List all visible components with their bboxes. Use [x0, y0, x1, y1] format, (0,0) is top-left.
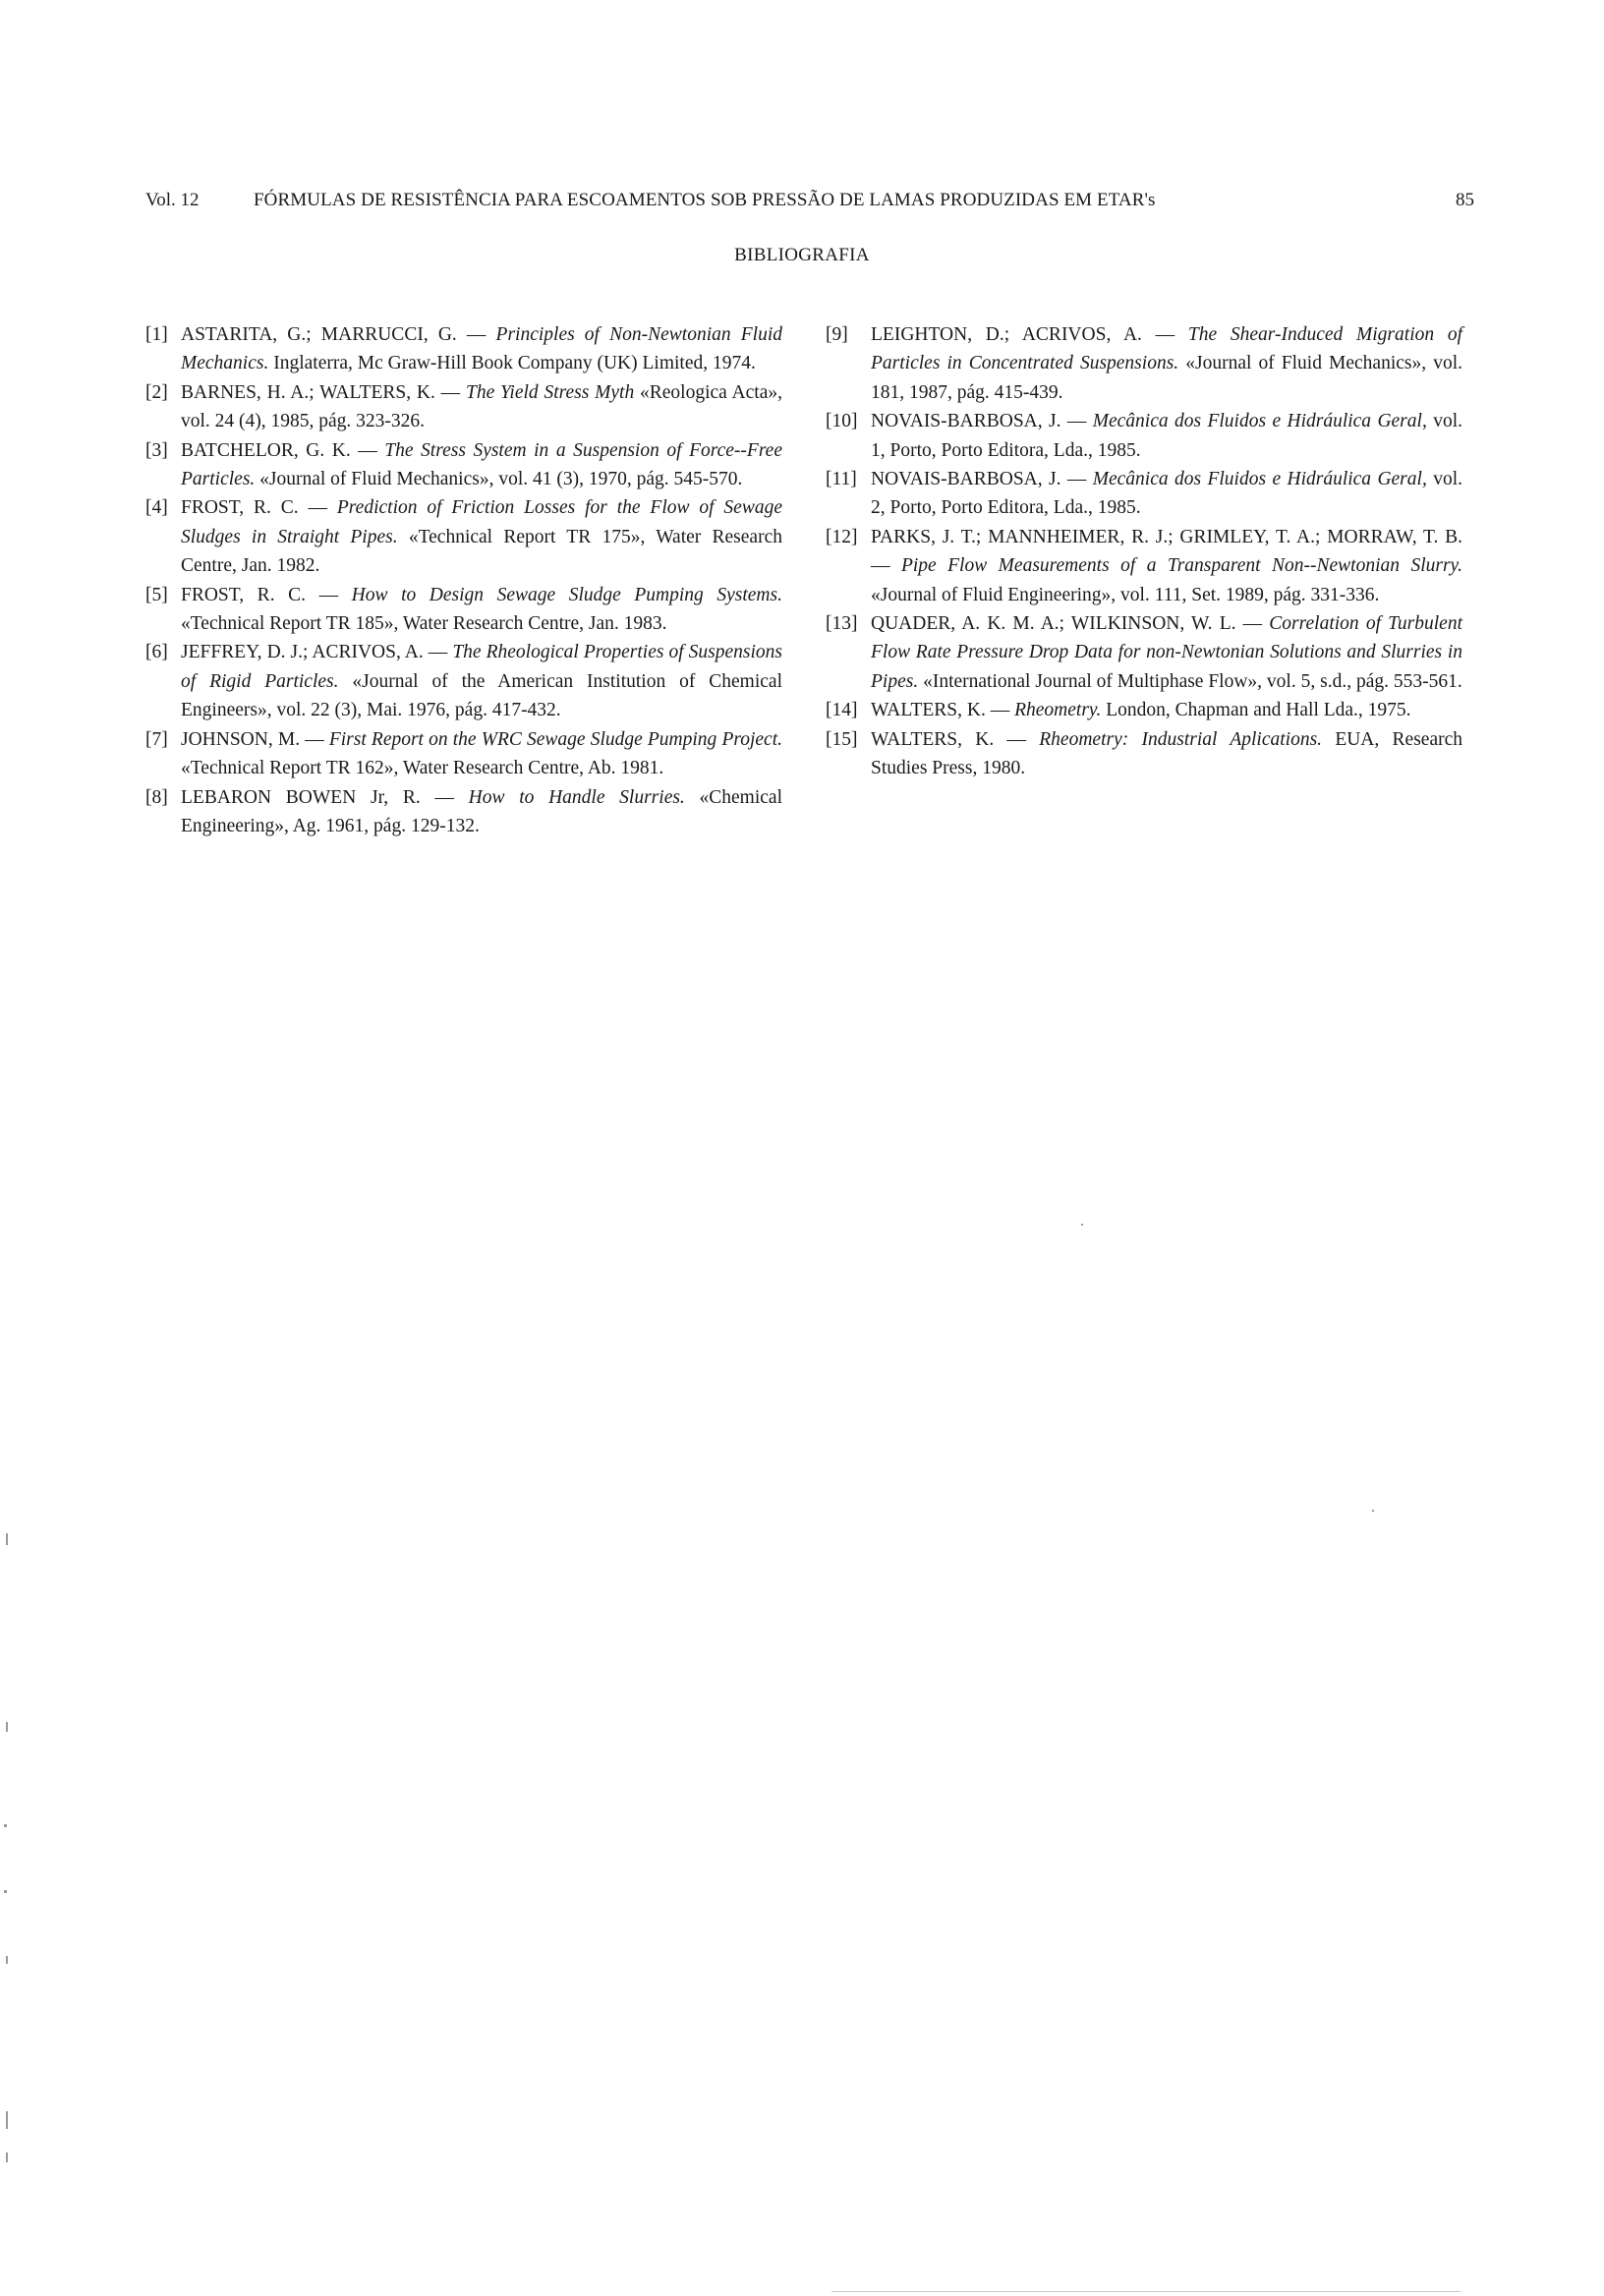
reference-authors: FROST, R. C. — — [181, 584, 352, 605]
scan-artifact — [6, 2111, 8, 2129]
reference-number: [13] — [826, 613, 858, 635]
reference-title: First Report on the WRC Sewage Sludge Pumping Project. — [328, 728, 782, 750]
reference-item — [826, 725, 1462, 783]
reference-details: EUA, Research Studies Press, 1980. — [871, 728, 1462, 779]
reference-item — [145, 581, 782, 639]
bibliography-column-left — [145, 320, 782, 840]
reference-number: [12] — [826, 526, 858, 547]
reference-authors: ASTARITA, G.; MARRUCCI, G. — — [181, 324, 496, 345]
reference-title: The Yield Stress Myth — [465, 381, 635, 403]
reference-number: [5] — [145, 584, 168, 605]
reference-details: «Technical Report TR 162», Water Research Centre, Ab. 1981. — [181, 758, 664, 779]
reference-title: Principles of Non-Newtonian Fluid Mechanics. — [181, 324, 782, 374]
reference-number: [7] — [145, 728, 168, 750]
reference-details: «International Journal of Multiphase Flow», vol. 5, s.d., pág. 553-561. — [918, 670, 1462, 692]
reference-details: «Reologica Acta», vol. 24 (4), 1985, pág. 323-326. — [181, 381, 782, 432]
reference-title: The Shear-Induced Migration of Particles in Concentrated Suspensions. — [871, 324, 1463, 374]
scan-artifact — [6, 1956, 8, 1964]
reference-title: Mecânica dos Fluidos e Hidráulica Geral, — [1092, 411, 1427, 432]
scan-artifact — [6, 1722, 8, 1732]
reference-details: vol. 1, Porto, Porto Editora, Lda., 1985. — [871, 411, 1463, 461]
reference-authors: LEBARON BOWEN Jr, R. — — [181, 786, 469, 808]
reference-item — [145, 783, 782, 841]
reference-authors: FROST, R. C. — — [181, 497, 337, 519]
bibliography-column-right — [826, 320, 1462, 783]
scan-artifact — [831, 2291, 1461, 2292]
reference-title: The Stress System in a Suspension of Force--Free Particles. — [181, 439, 782, 490]
scan-artifact — [1372, 1510, 1374, 1512]
reference-title: Correlation of Turbulent Flow Rate Pressure Drop Data for non-Newtonian Solutions and Slurries in Pipes. — [871, 613, 1462, 692]
reference-item — [826, 320, 1462, 407]
reference-title: Rheometry: Industrial Aplications. — [1039, 728, 1323, 750]
reference-authors: NOVAIS-BARBOSA, J. — — [871, 469, 1093, 490]
reference-title: How to Design Sewage Sludge Pumping Systems. — [351, 584, 782, 605]
reference-number: [14] — [826, 700, 858, 721]
reference-item — [826, 407, 1462, 465]
reference-number: [15] — [826, 728, 858, 750]
reference-authors: NOVAIS-BARBOSA, J. — — [871, 411, 1093, 432]
reference-details: «Journal of Fluid Engineering», vol. 111, Set. 1989, pág. 331-336. — [871, 584, 1380, 605]
reference-details: «Journal of the American Institution of Chemical Engineers», vol. 22 (3), Mai. 1976, pág. 417-432. — [181, 670, 782, 721]
reference-title: Prediction of Friction Losses for the Flow of Sewage Sludges in Straight Pipes. — [181, 497, 782, 547]
reference-item — [826, 523, 1462, 609]
reference-number: [1] — [145, 324, 168, 345]
scan-artifact — [4, 1890, 7, 1893]
reference-item — [826, 465, 1462, 523]
section-title: BIBLIOGRAFIA — [734, 245, 870, 265]
reference-authors: BATCHELOR, G. K. — — [181, 439, 385, 461]
reference-item — [145, 638, 782, 724]
reference-details: «Technical Report TR 185», Water Research Centre, Jan. 1983. — [181, 613, 667, 635]
reference-details: «Journal of Fluid Mechanics», vol. 181, 1987, pág. 415-439. — [871, 353, 1462, 403]
reference-details: vol. 2, Porto, Porto Editora, Lda., 1985. — [871, 469, 1463, 519]
scan-artifact — [6, 2152, 8, 2162]
reference-item — [145, 378, 782, 436]
reference-details: Inglaterra, Mc Graw-Hill Book Company (UK) Limited, 1974. — [268, 353, 756, 374]
reference-details: «Technical Report TR 175», Water Research Centre, Jan. 1982. — [181, 526, 782, 577]
reference-item — [145, 725, 782, 783]
reference-authors: PARKS, J. T.; MANNHEIMER, R. J.; GRIMLEY, T. A.; MORRAW, T. B. — — [871, 526, 1462, 577]
reference-number: [2] — [145, 381, 168, 403]
reference-authors: WALTERS, K. — — [871, 700, 1015, 721]
reference-item — [826, 696, 1462, 724]
reference-details: «Journal of Fluid Mechanics», vol. 41 (3), 1970, pág. 545-570. — [255, 469, 743, 490]
reference-title: How to Handle Slurries. — [468, 786, 685, 808]
reference-number: [3] — [145, 439, 168, 461]
running-title: FÓRMULAS DE RESISTÊNCIA PARA ESCOAMENTOS SOB PRESSÃO DE LAMAS PRODUZIDAS EM ETAR's — [254, 190, 1156, 210]
scan-artifact — [4, 1824, 7, 1827]
reference-title: The Rheological Properties of Suspensions of Rigid Particles. — [181, 642, 782, 692]
reference-details: London, Chapman and Hall Lda., 1975. — [1101, 700, 1411, 721]
reference-title: Pipe Flow Measurements of a Transparent Non--Newtonian Slurry. — [900, 555, 1463, 577]
reference-authors: WALTERS, K. — — [871, 728, 1040, 750]
reference-item — [145, 320, 782, 378]
scan-artifact — [6, 1533, 8, 1545]
reference-authors: BARNES, H. A.; WALTERS, K. — — [181, 381, 466, 403]
reference-authors: JEFFREY, D. J.; ACRIVOS, A. — — [181, 642, 453, 663]
reference-number: [4] — [145, 497, 168, 519]
reference-number: [6] — [145, 642, 168, 663]
reference-item — [145, 493, 782, 580]
reference-number: [10] — [826, 411, 858, 432]
reference-details: «Chemical Engineering», Ag. 1961, pág. 129-132. — [181, 786, 782, 836]
reference-number: [11] — [826, 469, 857, 490]
reference-number: [8] — [145, 786, 168, 808]
running-header — [145, 187, 1474, 214]
reference-title: Rheometry. — [1014, 700, 1102, 721]
page-number: 85 — [1456, 190, 1474, 210]
reference-authors: LEIGHTON, D.; ACRIVOS, A. — — [871, 324, 1188, 345]
reference-authors: JOHNSON, M. — — [181, 728, 329, 750]
reference-title: Mecânica dos Fluidos e Hidráulica Geral, — [1092, 469, 1427, 490]
reference-authors: QUADER, A. K. M. A.; WILKINSON, W. L. — — [871, 613, 1270, 635]
scan-artifact — [1081, 1224, 1083, 1226]
volume-label: Vol. 12 — [145, 190, 200, 210]
reference-item — [826, 609, 1462, 696]
reference-item — [145, 436, 782, 494]
reference-number: [9] — [826, 324, 848, 345]
